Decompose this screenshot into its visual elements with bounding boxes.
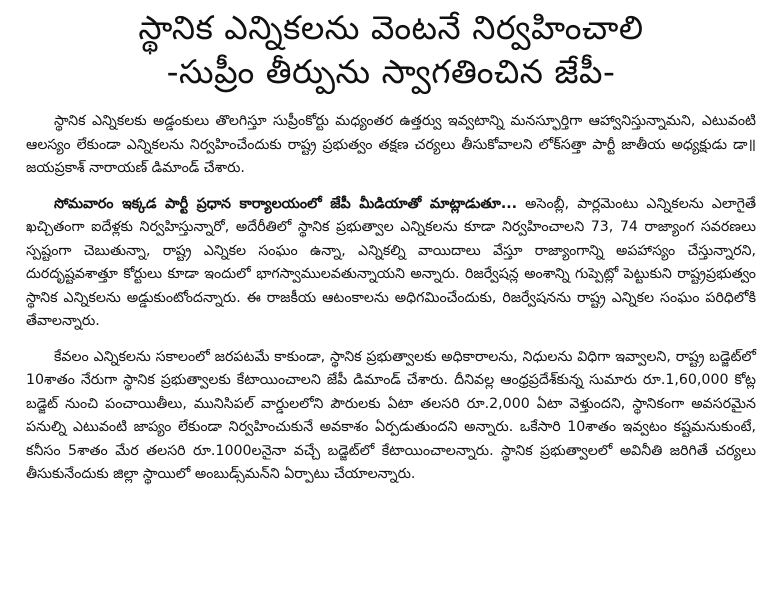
article-body	[26, 110, 756, 487]
paragraph-3-text: కేవలం ఎన్నికలను సకాలంలో జరపటమే కాకుండా, స్థానిక ప్రభుత్వాలకు అధికారాలను, నిధులను విధిగా ఇవ్వాలని, రాష్ట్ర బడ్జెట్‌లో 10శాతం నేరుగా స్థానిక ప్రభుత్వాలకు కేటాయించాలని జేపీ డిమాండ్ చేశారు. దీనివల్ల ఆంధ్రప్రదేశ్‌కున్న సుమారు రూ.1,60,000 కోట్ల బడ్జెట్ నుంచి పంచాయితీలు, మునిసిపల్ వార్డులలోని పౌరులకు ఏటా తలసరి రూ.2,000 ఏటా వెళ్తుందని, స్థానికంగా అవసరమైన పనుల్ని ఎటువంటి జాప్యం లేకుండా నిర్వహించుకునే అవకాశం ఏర్పడుతుందని అన్నారు. ఒకేసారి 10శాతం ఇవ్వటం కష్టమనుకుంటే, కనీసం 5శాతం మేర తలసరి రూ.1000లనైనా వచ్చే బడ్జెట్‌లో కేటాయించాలన్నారు. స్థానిక ప్రభుత్వాలలో అవినీతి జరిగితే చర్యలు తీసుకునేందుకు జిల్లా స్థాయిలో అంబుడ్స్‌మన్‌ని ఏర్పాటు చేయాలన్నారు.	[26, 348, 756, 482]
paragraph-2-text: అసెంబ్లీ, పార్లమెంటు ఎన్నికలను ఎలాగైతే ఖచ్చితంగా ఐదేళ్లకు నిర్వహిస్తున్నారో, అదేరీతిలో స్థానిక ప్రభుత్వాల ఎన్నికలను కూడా నిర్వహించాలని 73, 74 రాజ్యాంగ సవరణలు స్పష్టంగా చెబుతున్నా, రాష్ట్ర ఎన్నికల సంఘం ఉన్నా, ఎన్నికల్ని వాయిదాలు వేస్తూ రాజ్యాంగాన్ని అపహాస్యం చేస్తున్నారని, దురదృష్టవశాత్తూ కోర్టులు కూడా ఇందులో భాగస్వాములవతున్నాయని అన్నారు. రిజర్వేషన్ల అంశాన్ని గుప్పెట్లో పెట్టుకుని రాష్ట్రప్రభుత్వం స్థానిక ఎన్నికలను అడ్డుకుంటోందన్నారు. ఈ రాజకీయ ఆటంకాలను అధిగమించేందుకు, రిజర్వేషనను రాష్ట్ర ఎన్నికల సంఘం పరిధిలోకి తేవాలన్నారు.	[26, 195, 756, 329]
paragraph-3	[26, 346, 756, 487]
subheadline: -సుప్రీం తీర్పును స్వాగతించిన జేపీ-	[166, 52, 616, 91]
paragraph-1	[26, 110, 756, 181]
headline: స్థానిక ఎన్నికలను వెంటనే నిర్వహించాలి	[138, 8, 644, 47]
paragraph-2-lead: సోమవారం ఇక్కడ పార్టీ ప్రధాన కార్యాలయంలో జేపీ మీడియాతో మాట్లాడుతూ...	[54, 195, 518, 212]
paragraph-2	[26, 193, 756, 334]
paragraph-1-text: స్థానిక ఎన్నికలకు అడ్డంకులు తొలగిస్తూ సుప్రీంకోర్టు మధ్యంతర ఉత్తర్వు ఇవ్వటాన్ని మనస్ఫూర్తిగా ఆహ్వానిస్తున్నామని, ఎటువంటి ఆలస్యం లేకుండా ఎన్నికలను నిర్వహించేందుకు రాష్ట్ర ప్రభుత్వం తక్షణ చర్యలు తీసుకోవాలని లోక్‌సత్తా పార్టీ జాతీయ అధ్యక్షుడు డా॥ జయప్రకాశ్ నారాయణ్ డిమాండ్ చేశారు.	[26, 113, 756, 176]
